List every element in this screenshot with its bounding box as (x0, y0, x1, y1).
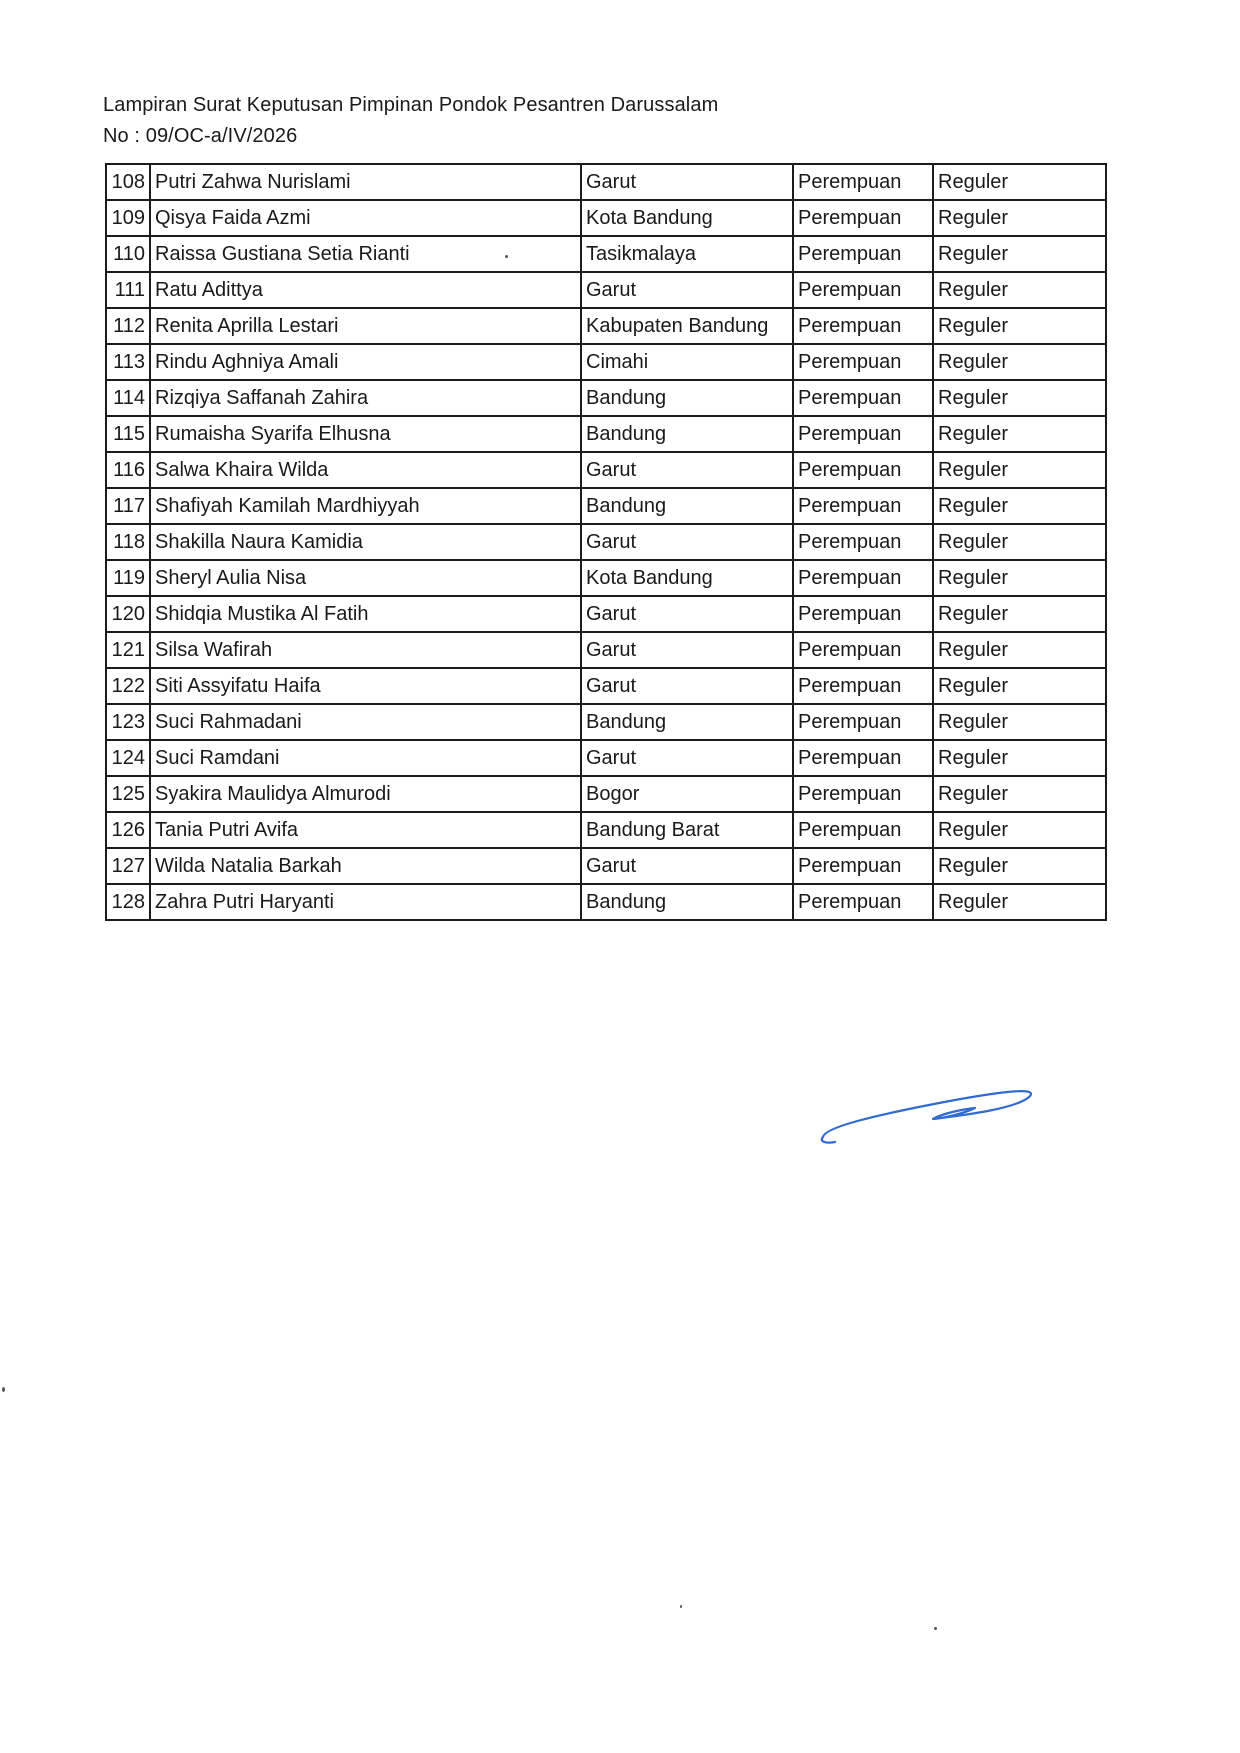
row-number: 115 (106, 416, 150, 452)
student-name: Shafiyah Kamilah Mardhiyyah (150, 488, 581, 524)
student-name: Zahra Putri Haryanti (150, 884, 581, 920)
student-gender: Perempuan (793, 812, 933, 848)
student-city: Garut (581, 632, 793, 668)
row-number: 117 (106, 488, 150, 524)
table-row (106, 236, 1106, 272)
student-name: Rizqiya Saffanah Zahira (150, 380, 581, 416)
row-number: 120 (106, 596, 150, 632)
table-row (106, 632, 1106, 668)
student-city: Tasikmalaya (581, 236, 793, 272)
row-number: 118 (106, 524, 150, 560)
student-city: Garut (581, 164, 793, 200)
signature-mark (815, 1075, 1045, 1155)
row-number: 116 (106, 452, 150, 488)
row-number: 114 (106, 380, 150, 416)
student-program: Reguler (933, 236, 1106, 272)
student-program: Reguler (933, 344, 1106, 380)
table-row (106, 524, 1106, 560)
table-row (106, 596, 1106, 632)
student-city: Garut (581, 668, 793, 704)
table-row (106, 452, 1106, 488)
row-number: 124 (106, 740, 150, 776)
student-gender: Perempuan (793, 560, 933, 596)
student-program: Reguler (933, 668, 1106, 704)
student-city: Bandung (581, 380, 793, 416)
student-gender: Perempuan (793, 704, 933, 740)
table-row (106, 380, 1106, 416)
student-gender: Perempuan (793, 272, 933, 308)
row-number: 122 (106, 668, 150, 704)
student-program: Reguler (933, 776, 1106, 812)
student-program: Reguler (933, 632, 1106, 668)
student-gender: Perempuan (793, 452, 933, 488)
scan-speck (680, 1605, 682, 1608)
student-gender: Perempuan (793, 488, 933, 524)
row-number: 119 (106, 560, 150, 596)
row-number: 125 (106, 776, 150, 812)
student-program: Reguler (933, 488, 1106, 524)
student-gender: Perempuan (793, 164, 933, 200)
student-city: Kota Bandung (581, 560, 793, 596)
row-number: 109 (106, 200, 150, 236)
table-row (106, 164, 1106, 200)
student-program: Reguler (933, 524, 1106, 560)
student-gender: Perempuan (793, 740, 933, 776)
student-name: Shidqia Mustika Al Fatih (150, 596, 581, 632)
student-program: Reguler (933, 884, 1106, 920)
student-city: Garut (581, 740, 793, 776)
student-name: Rindu Aghniya Amali (150, 344, 581, 380)
roster-body (106, 164, 1106, 920)
student-gender: Perempuan (793, 776, 933, 812)
row-number: 121 (106, 632, 150, 668)
table-row (106, 200, 1106, 236)
student-gender: Perempuan (793, 632, 933, 668)
student-name: Salwa Khaira Wilda (150, 452, 581, 488)
row-number: 110 (106, 236, 150, 272)
student-program: Reguler (933, 740, 1106, 776)
student-name: Suci Ramdani (150, 740, 581, 776)
scan-speck (934, 1627, 937, 1630)
student-name: Rumaisha Syarifa Elhusna (150, 416, 581, 452)
student-city: Garut (581, 848, 793, 884)
student-name: Ratu Adittya (150, 272, 581, 308)
student-city: Bogor (581, 776, 793, 812)
student-gender: Perempuan (793, 884, 933, 920)
student-city: Garut (581, 596, 793, 632)
header-title: Lampiran Surat Keputusan Pimpinan Pondok Pesantren Darussalam (103, 94, 719, 116)
student-program: Reguler (933, 560, 1106, 596)
student-roster-table (105, 163, 1107, 921)
row-number: 111 (106, 272, 150, 308)
student-gender: Perempuan (793, 308, 933, 344)
student-name: Putri Zahwa Nurislami (150, 164, 581, 200)
row-number: 126 (106, 812, 150, 848)
student-program: Reguler (933, 308, 1106, 344)
student-program: Reguler (933, 164, 1106, 200)
row-number: 113 (106, 344, 150, 380)
student-gender: Perempuan (793, 668, 933, 704)
table-row (106, 848, 1106, 884)
student-name: Tania Putri Avifa (150, 812, 581, 848)
row-number: 123 (106, 704, 150, 740)
student-gender: Perempuan (793, 416, 933, 452)
student-program: Reguler (933, 848, 1106, 884)
row-number: 112 (106, 308, 150, 344)
table-row (106, 668, 1106, 704)
student-name: Sheryl Aulia Nisa (150, 560, 581, 596)
student-program: Reguler (933, 380, 1106, 416)
student-gender: Perempuan (793, 524, 933, 560)
scan-speck (505, 255, 508, 258)
student-name: Qisya Faida Azmi (150, 200, 581, 236)
student-name: Silsa Wafirah (150, 632, 581, 668)
table-row (106, 740, 1106, 776)
student-program: Reguler (933, 812, 1106, 848)
student-name: Suci Rahmadani (150, 704, 581, 740)
table-row (106, 776, 1106, 812)
student-city: Bandung (581, 704, 793, 740)
student-name: Siti Assyifatu Haifa (150, 668, 581, 704)
table-row (106, 704, 1106, 740)
row-number: 128 (106, 884, 150, 920)
table-row (106, 416, 1106, 452)
student-city: Bandung (581, 488, 793, 524)
document-header (103, 90, 718, 152)
student-name: Shakilla Naura Kamidia (150, 524, 581, 560)
student-city: Garut (581, 524, 793, 560)
row-number: 127 (106, 848, 150, 884)
student-city: Cimahi (581, 344, 793, 380)
table-row (106, 560, 1106, 596)
student-gender: Perempuan (793, 344, 933, 380)
student-city: Kota Bandung (581, 200, 793, 236)
student-program: Reguler (933, 596, 1106, 632)
student-program: Reguler (933, 200, 1106, 236)
student-name: Wilda Natalia Barkah (150, 848, 581, 884)
scan-speck (2, 1387, 5, 1392)
student-gender: Perempuan (793, 200, 933, 236)
student-gender: Perempuan (793, 236, 933, 272)
header-reference-number: No : 09/OC-a/IV/2026 (103, 125, 298, 147)
student-city: Kabupaten Bandung (581, 308, 793, 344)
student-program: Reguler (933, 272, 1106, 308)
student-gender: Perempuan (793, 596, 933, 632)
student-program: Reguler (933, 452, 1106, 488)
student-name: Raissa Gustiana Setia Rianti (150, 236, 581, 272)
student-gender: Perempuan (793, 848, 933, 884)
student-city: Garut (581, 452, 793, 488)
student-program: Reguler (933, 704, 1106, 740)
student-city: Garut (581, 272, 793, 308)
table-row (106, 884, 1106, 920)
table-row (106, 488, 1106, 524)
student-name: Syakira Maulidya Almurodi (150, 776, 581, 812)
table-row (106, 272, 1106, 308)
table-row (106, 812, 1106, 848)
student-city: Bandung (581, 884, 793, 920)
student-city: Bandung Barat (581, 812, 793, 848)
table-row (106, 344, 1106, 380)
student-name: Renita Aprilla Lestari (150, 308, 581, 344)
table-row (106, 308, 1106, 344)
row-number: 108 (106, 164, 150, 200)
student-city: Bandung (581, 416, 793, 452)
student-program: Reguler (933, 416, 1106, 452)
student-gender: Perempuan (793, 380, 933, 416)
